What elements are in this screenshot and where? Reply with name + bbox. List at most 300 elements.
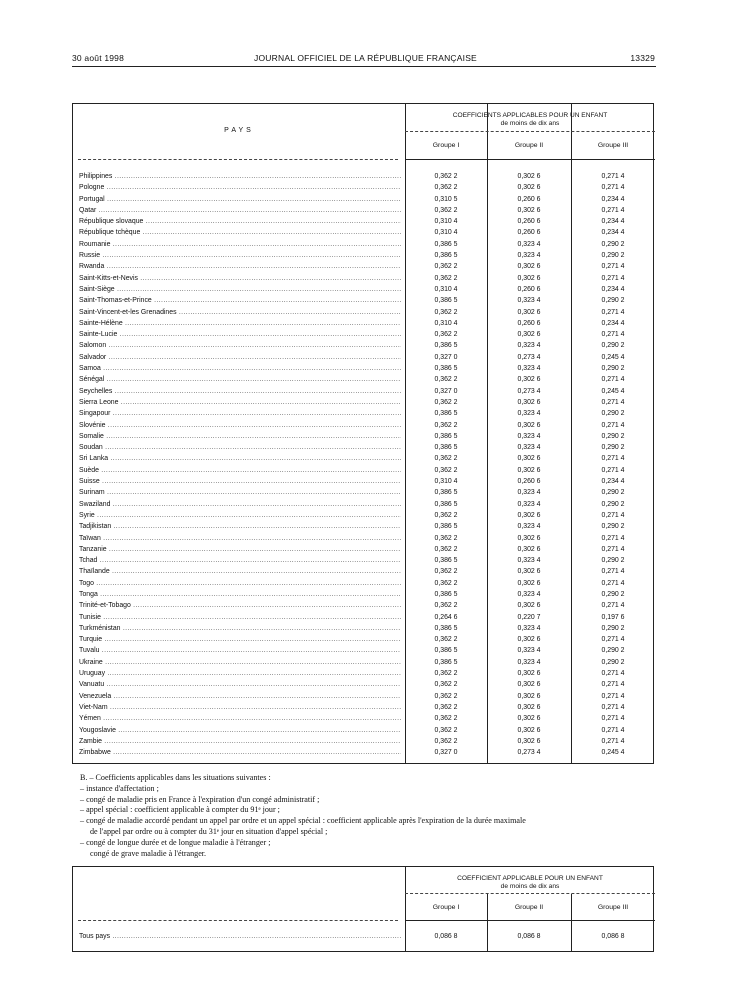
country-name: Uruguay ..... (79, 668, 401, 679)
group-i-value: 0,362 2 (434, 308, 458, 316)
group-iii-value: 0,271 4 (601, 398, 625, 406)
group-ii-value: 0,260 6 (517, 319, 541, 327)
table-row (73, 679, 655, 690)
header-rule (405, 893, 655, 894)
country-name: Suède ..... (79, 465, 401, 476)
group-ii-value: 0,323 4 (517, 557, 541, 565)
group-i-value: 0,264 6 (434, 613, 458, 621)
table-row (73, 691, 655, 702)
group-iii-value: 0,271 4 (601, 681, 625, 689)
notes-item: – instance d'affectation ; (80, 783, 159, 793)
group-i-value: 0,327 0 (434, 749, 458, 757)
group-iii-value: 0,271 4 (601, 331, 625, 339)
country-name: Saint-Kitts-et-Nevis ..... (79, 273, 401, 284)
country-name: Yougoslavie ..... (79, 725, 401, 736)
notes-item: – congé de maladie accordé pendant un appel par ordre et un appel spécial : coefficient applicable après l'expiration de la durée maximale (80, 816, 526, 826)
group-i-value: 0,362 2 (434, 681, 458, 689)
group-i-value: 0,310 4 (434, 229, 458, 237)
table-row (73, 510, 655, 521)
country-name: Sainte-Hélène ..... (79, 318, 401, 329)
table-row (73, 442, 655, 453)
notes-item: congé de grave maladie à l'étranger. (90, 848, 207, 858)
coefficients-header-title: COEFFICIENTS APPLICABLES POUR UN ENFANT (452, 112, 608, 119)
group-iii-value: 0,271 4 (601, 726, 625, 734)
group-i-value: 0,362 2 (434, 692, 458, 700)
table-row (73, 476, 655, 487)
group-ii-value: 0,323 4 (517, 342, 541, 350)
group-i-value: 0,362 2 (434, 636, 458, 644)
country-name: Sénégal ..... (79, 374, 401, 385)
group-iii-value: 0,271 4 (601, 421, 625, 429)
group-i-value: 0,386 5 (434, 444, 458, 452)
country-name: Tunisie ..... (79, 612, 401, 623)
group-iii-value: 0,271 4 (601, 466, 625, 474)
table-row (73, 931, 655, 942)
group-i-value: 0,310 5 (434, 195, 458, 203)
table-row (73, 239, 655, 250)
table-row (73, 171, 655, 182)
country-name: Swaziland ..... (79, 499, 401, 510)
country-name: Turkménistan ..... (79, 623, 401, 634)
table-row (73, 250, 655, 261)
group-ii-value: 0,302 6 (517, 715, 541, 723)
country-name: Zambie ..... (79, 736, 401, 747)
table-row (73, 487, 655, 498)
notes-item: de l'appel par ordre ou à compter du 31ᵉ jour en situation d'appel spécial ; (90, 826, 328, 836)
group-iii-value: 0,234 4 (601, 229, 625, 237)
group-iii-value: 0,290 2 (601, 297, 625, 305)
column-divider (487, 894, 488, 951)
group-i-value: 0,386 5 (434, 590, 458, 598)
header-rule (405, 131, 655, 132)
group-iii-value: 0,290 2 (601, 365, 625, 373)
group-i-value: 0,386 5 (434, 410, 458, 418)
table-row (73, 386, 655, 397)
group-iii-value: 0,290 2 (601, 342, 625, 350)
group-ii-value: 0,302 6 (517, 636, 541, 644)
country-name: Rwanda ..... (79, 261, 401, 272)
country-name: Qatar ..... (79, 205, 401, 216)
group-iii-value: 0,290 2 (601, 523, 625, 531)
table-row (73, 420, 655, 431)
group-iii-value: 0,245 4 (601, 387, 625, 395)
group-i-value: 0,386 5 (434, 297, 458, 305)
group-i-value: 0,362 2 (434, 534, 458, 542)
group-iii-value: 0,271 4 (601, 455, 625, 463)
country-name: Tonga ..... (79, 589, 401, 600)
table-row (73, 194, 655, 205)
table-row (73, 747, 655, 758)
table-row (73, 600, 655, 611)
group-ii-header: Groupe II (514, 142, 544, 149)
group-i-value: 0,327 0 (434, 353, 458, 361)
group-ii-value: 0,302 6 (517, 466, 541, 474)
table-row (73, 205, 655, 216)
country-name: Portugal ..... (79, 194, 401, 205)
table-row (73, 182, 655, 193)
group-i-value: 0,362 2 (434, 545, 458, 553)
group-iii-value: 0,245 4 (601, 353, 625, 361)
group-iii-value: 0,290 2 (601, 557, 625, 565)
table-row (73, 273, 655, 284)
group-ii-value: 0,323 4 (517, 444, 541, 452)
group-iii-value: 0,234 4 (601, 285, 625, 293)
running-header-journal-title: JOURNAL OFFICIEL DE LA RÉPUBLIQUE FRANÇAISE (254, 53, 477, 63)
group-iii-value: 0,290 2 (601, 647, 625, 655)
group-iii-value: 0,290 2 (601, 240, 625, 248)
country-name: Pologne ..... (79, 182, 401, 193)
header-rule (405, 920, 655, 921)
group-i-value: 0,386 5 (434, 252, 458, 260)
group-i-value: 0,086 8 (434, 933, 458, 940)
group-iii-value: 0,271 4 (601, 206, 625, 214)
group-iii-value: 0,290 2 (601, 252, 625, 260)
group-iii-value: 0,290 2 (601, 444, 625, 452)
country-name: Slovénie ..... (79, 420, 401, 431)
pays-column-header: PAYS (224, 127, 254, 134)
group-i-header: Groupe I (432, 142, 460, 149)
group-i-value: 0,386 5 (434, 624, 458, 632)
table-row (73, 668, 655, 679)
header-rule (405, 159, 655, 160)
group-ii-value: 0,302 6 (517, 263, 541, 271)
country-name: Singapour ..... (79, 408, 401, 419)
group-ii-value: 0,302 6 (517, 376, 541, 384)
group-ii-value: 0,086 8 (517, 933, 541, 940)
group-ii-value: 0,323 4 (517, 432, 541, 440)
country-name: Philippines ..... (79, 171, 401, 182)
table-row (73, 657, 655, 668)
group-ii-value: 0,302 6 (517, 681, 541, 689)
group-i-value: 0,362 2 (434, 173, 458, 180)
group-iii-value: 0,234 4 (601, 195, 625, 203)
group-ii-value: 0,323 4 (517, 500, 541, 508)
group-iii-header: Groupe III (597, 142, 629, 149)
group-ii-value: 0,323 4 (517, 365, 541, 373)
coefficient-header (405, 875, 655, 890)
group-iii-value: 0,271 4 (601, 263, 625, 271)
group-iii-value: 0,290 2 (601, 590, 625, 598)
table-row (73, 544, 655, 555)
group-ii-value: 0,302 6 (517, 511, 541, 519)
table-row (73, 397, 655, 408)
table-body (73, 171, 655, 758)
country-name: Saint-Vincent-et-les Grenadines ..... (79, 307, 401, 318)
group-i-value: 0,310 4 (434, 285, 458, 293)
group-i-value: 0,362 2 (434, 726, 458, 734)
table-row (73, 702, 655, 713)
group-ii-value: 0,302 6 (517, 692, 541, 700)
country-name: Togo ..... (79, 578, 401, 589)
country-name: Salomon ..... (79, 340, 401, 351)
general-coefficient-table (72, 866, 654, 952)
group-i-value: 0,362 2 (434, 263, 458, 271)
group-ii-value: 0,302 6 (517, 173, 541, 180)
notes-item: – appel spécial : coefficient applicable à compter du 91ᵉ jour ; (80, 805, 280, 815)
group-iii-value: 0,234 4 (601, 478, 625, 486)
country-name: Russie ..... (79, 250, 401, 261)
group-ii-value: 0,302 6 (517, 534, 541, 542)
group-iii-value: 0,271 4 (601, 308, 625, 316)
group-iii-value: 0,290 2 (601, 500, 625, 508)
group-iii-value: 0,271 4 (601, 579, 625, 587)
table-row (73, 329, 655, 340)
coefficients-header (405, 112, 655, 127)
group-ii-value: 0,273 4 (517, 387, 541, 395)
group-i-value: 0,362 2 (434, 274, 458, 282)
group-iii-value: 0,271 4 (601, 715, 625, 723)
table-row (73, 261, 655, 272)
table-row (73, 566, 655, 577)
group-i-value: 0,310 4 (434, 319, 458, 327)
country-name: Vanuatu ..... (79, 679, 401, 690)
table-row (73, 216, 655, 227)
country-name: Saint-Siège ..... (79, 284, 401, 295)
group-ii-value: 0,302 6 (517, 331, 541, 339)
group-ii-value: 0,323 4 (517, 624, 541, 632)
group-iii-value: 0,271 4 (601, 568, 625, 576)
group-ii-value: 0,260 6 (517, 478, 541, 486)
group-i-value: 0,362 2 (434, 184, 458, 192)
group-i-value: 0,327 0 (434, 387, 458, 395)
group-i-value: 0,362 2 (434, 703, 458, 711)
table-row (73, 555, 655, 566)
notes-title: B. – Coefficients applicables dans les situations suivantes : (80, 773, 271, 782)
group-ii-value: 0,302 6 (517, 545, 541, 553)
group-ii-value: 0,323 4 (517, 240, 541, 248)
group-i-value: 0,362 2 (434, 511, 458, 519)
table-row (73, 578, 655, 589)
group-iii-value: 0,197 6 (601, 613, 625, 621)
group-ii-value: 0,323 4 (517, 523, 541, 531)
group-ii-value: 0,220 7 (517, 613, 541, 621)
group-iii-value: 0,271 4 (601, 636, 625, 644)
table-row (73, 634, 655, 645)
table-row (73, 340, 655, 351)
country-name: Saint-Thomas-et-Prince ..... (79, 295, 401, 306)
table-row (73, 363, 655, 374)
group-iii-value: 0,271 4 (601, 173, 625, 180)
group-iii-value: 0,271 4 (601, 692, 625, 700)
country-name: Soudan ..... (79, 442, 401, 453)
table-row (73, 533, 655, 544)
group-ii-value: 0,302 6 (517, 703, 541, 711)
coefficients-header-subtitle: de moins de dix ans (500, 119, 560, 127)
group-iii-value: 0,290 2 (601, 410, 625, 418)
group-ii-value: 0,260 6 (517, 218, 541, 226)
country-name: Turquie ..... (79, 634, 401, 645)
notes-section (80, 773, 660, 859)
table-row (73, 374, 655, 385)
group-i-value: 0,386 5 (434, 365, 458, 373)
running-header-page-number: 13329 (630, 53, 655, 63)
group-iii-value: 0,290 2 (601, 624, 625, 632)
country-name: Zimbabwe ..... (79, 747, 401, 758)
group-i-value: 0,386 5 (434, 432, 458, 440)
table-row (73, 736, 655, 747)
group-i-value: 0,386 5 (434, 647, 458, 655)
group-i-value: 0,362 2 (434, 421, 458, 429)
group-i-value: 0,362 2 (434, 331, 458, 339)
country-name: Viet-Nam ..... (79, 702, 401, 713)
group-iii-value: 0,271 4 (601, 534, 625, 542)
table-row (73, 499, 655, 510)
group-iii-value: 0,271 4 (601, 376, 625, 384)
coefficient-header-title: COEFFICIENT APPLICABLE POUR UN ENFANT (457, 875, 603, 882)
group-ii-header: Groupe II (514, 904, 544, 911)
header-rule (72, 66, 656, 67)
header-rule (78, 920, 398, 921)
country-name: Tous pays ..... (79, 931, 401, 942)
group-ii-value: 0,302 6 (517, 568, 541, 576)
group-i-value: 0,362 2 (434, 670, 458, 678)
table-row (73, 645, 655, 656)
group-ii-value: 0,260 6 (517, 195, 541, 203)
group-i-value: 0,362 2 (434, 602, 458, 610)
group-ii-value: 0,302 6 (517, 421, 541, 429)
country-name: Yémen ..... (79, 713, 401, 724)
group-ii-value: 0,302 6 (517, 602, 541, 610)
country-name: République tchèque ..... (79, 227, 401, 238)
group-i-value: 0,386 5 (434, 240, 458, 248)
table-row (73, 725, 655, 736)
group-i-value: 0,362 2 (434, 376, 458, 384)
table-row (73, 307, 655, 318)
group-ii-value: 0,302 6 (517, 455, 541, 463)
table-row (73, 352, 655, 363)
table-row (73, 612, 655, 623)
group-ii-value: 0,260 6 (517, 285, 541, 293)
group-i-header: Groupe I (432, 904, 460, 911)
country-name: Tanzanie ..... (79, 544, 401, 555)
group-i-value: 0,362 2 (434, 579, 458, 587)
group-i-value: 0,386 5 (434, 500, 458, 508)
group-iii-value: 0,290 2 (601, 658, 625, 666)
country-name: Samoa ..... (79, 363, 401, 374)
country-name: Sierra Leone ..... (79, 397, 401, 408)
group-iii-value: 0,234 4 (601, 319, 625, 327)
header-rule (78, 159, 398, 160)
group-i-value: 0,362 2 (434, 737, 458, 745)
group-iii-header: Groupe III (597, 904, 629, 911)
group-iii-value: 0,271 4 (601, 602, 625, 610)
group-ii-value: 0,302 6 (517, 308, 541, 316)
group-ii-value: 0,302 6 (517, 726, 541, 734)
group-i-value: 0,386 5 (434, 523, 458, 531)
country-name: Taïwan ..... (79, 533, 401, 544)
country-name: Surinam ..... (79, 487, 401, 498)
country-name: Suisse ..... (79, 476, 401, 487)
group-iii-value: 0,245 4 (601, 749, 625, 757)
column-divider (571, 894, 572, 951)
table-row (73, 318, 655, 329)
country-name: Thaïlande ..... (79, 566, 401, 577)
country-name: Roumanie ..... (79, 239, 401, 250)
group-ii-value: 0,302 6 (517, 184, 541, 192)
country-name: Tuvalu ..... (79, 645, 401, 656)
coefficients-table (72, 103, 654, 764)
group-ii-value: 0,302 6 (517, 206, 541, 214)
group-iii-value: 0,271 4 (601, 274, 625, 282)
group-iii-value: 0,271 4 (601, 511, 625, 519)
group-i-value: 0,362 2 (434, 466, 458, 474)
country-name: Sri Lanka ..... (79, 453, 401, 464)
country-name: Tchad ..... (79, 555, 401, 566)
group-ii-value: 0,323 4 (517, 489, 541, 497)
table-row (73, 589, 655, 600)
running-header-date: 30 août 1998 (72, 53, 125, 63)
country-name: Seychelles ..... (79, 386, 401, 397)
group-i-value: 0,362 2 (434, 715, 458, 723)
group-ii-value: 0,323 4 (517, 647, 541, 655)
table-row (73, 521, 655, 532)
group-ii-value: 0,323 4 (517, 590, 541, 598)
table-row (73, 465, 655, 476)
group-i-value: 0,362 2 (434, 398, 458, 406)
group-iii-value: 0,234 4 (601, 218, 625, 226)
group-ii-value: 0,323 4 (517, 252, 541, 260)
group-ii-value: 0,302 6 (517, 398, 541, 406)
group-iii-value: 0,290 2 (601, 489, 625, 497)
table-row (73, 713, 655, 724)
group-ii-value: 0,273 4 (517, 749, 541, 757)
country-name: République slovaque ..... (79, 216, 401, 227)
group-i-value: 0,362 2 (434, 206, 458, 214)
group-ii-value: 0,323 4 (517, 297, 541, 305)
notes-item: – congé de longue durée et de longue maladie à l'étranger ; (80, 837, 271, 847)
group-iii-value: 0,271 4 (601, 545, 625, 553)
table-row (73, 408, 655, 419)
table-row (73, 227, 655, 238)
group-i-value: 0,310 4 (434, 478, 458, 486)
group-i-value: 0,362 2 (434, 568, 458, 576)
group-iii-value: 0,086 8 (601, 933, 625, 940)
country-name: Ukraine ..... (79, 657, 401, 668)
table-row (73, 453, 655, 464)
group-ii-value: 0,260 6 (517, 229, 541, 237)
group-i-value: 0,386 5 (434, 342, 458, 350)
group-ii-value: 0,323 4 (517, 658, 541, 666)
table-row (73, 623, 655, 634)
group-i-value: 0,386 5 (434, 658, 458, 666)
country-name: Sainte-Lucie ..... (79, 329, 401, 340)
group-ii-value: 0,302 6 (517, 579, 541, 587)
group-i-value: 0,386 5 (434, 557, 458, 565)
group-ii-value: 0,302 6 (517, 670, 541, 678)
group-ii-value: 0,273 4 (517, 353, 541, 361)
group-i-value: 0,310 4 (434, 218, 458, 226)
country-name: Trinité-et-Tobago ..... (79, 600, 401, 611)
table-row (73, 284, 655, 295)
group-iii-value: 0,271 4 (601, 737, 625, 745)
group-i-value: 0,362 2 (434, 455, 458, 463)
country-name: Venezuela ..... (79, 691, 401, 702)
coefficient-header-subtitle: de moins de dix ans (500, 882, 560, 890)
group-iii-value: 0,271 4 (601, 703, 625, 711)
country-name: Tadjikistan ..... (79, 521, 401, 532)
country-name: Salvador ..... (79, 352, 401, 363)
group-iii-value: 0,290 2 (601, 432, 625, 440)
table-row (73, 431, 655, 442)
country-name: Syrie ..... (79, 510, 401, 521)
group-ii-value: 0,302 6 (517, 274, 541, 282)
group-iii-value: 0,271 4 (601, 670, 625, 678)
country-name: Somalie ..... (79, 431, 401, 442)
group-ii-value: 0,323 4 (517, 410, 541, 418)
group-i-value: 0,386 5 (434, 489, 458, 497)
table-row (73, 295, 655, 306)
group-iii-value: 0,271 4 (601, 184, 625, 192)
